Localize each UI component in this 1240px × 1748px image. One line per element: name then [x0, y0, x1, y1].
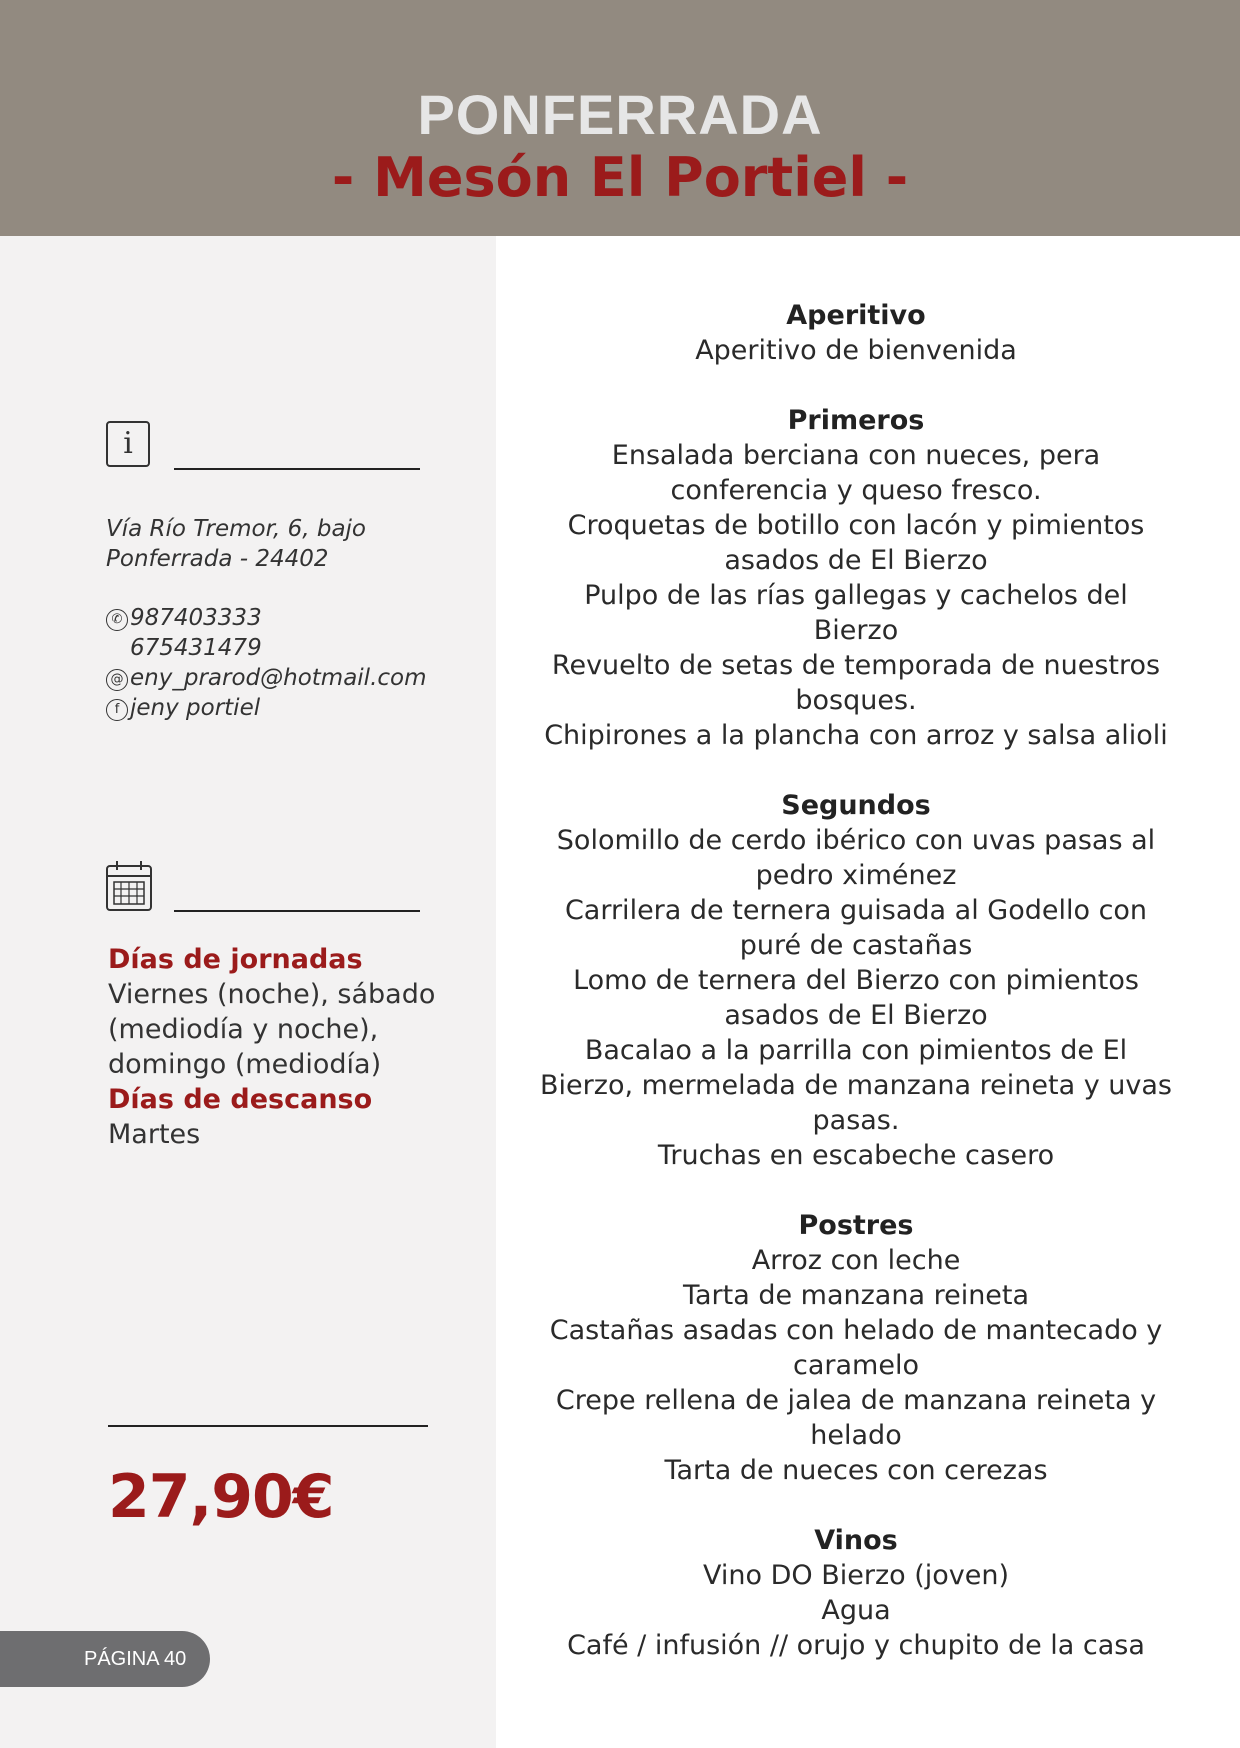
menu-section: [540, 1208, 1172, 1488]
menu-item: Castañas asadas con helado de mantecado y caramelo: [549, 1315, 1163, 1381]
menu-item: Croquetas de botillo con lacón y pimientos asados de El Bierzo: [567, 510, 1145, 576]
rest-value: Martes: [108, 1119, 201, 1150]
facebook-handle: jeny portiel: [130, 695, 261, 721]
menu-section: [540, 403, 1172, 753]
menu-item: Crepe rellena de jalea de manzana reineta y helado: [555, 1385, 1157, 1451]
menu-item: Bacalao a la parrilla con pimientos de El Bierzo, mermelada de manzana reineta y uvas pasas.: [540, 1035, 1172, 1136]
phone-1: 987403333: [130, 605, 262, 631]
price-divider: [108, 1425, 428, 1427]
menu-list: [540, 298, 1172, 1698]
menu-section-title: Segundos: [781, 790, 931, 821]
email: eny_prarod@hotmail.com: [130, 665, 427, 691]
menu-item: Lomo de ternera del Bierzo con pimientos asados de El Bierzo: [573, 965, 1139, 1031]
menu-item: Revuelto de setas de temporada de nuestros bosques.: [551, 650, 1161, 716]
menu-section: [540, 298, 1172, 368]
days-label: Días de jornadas: [108, 944, 363, 975]
phone-2: 675431479: [130, 635, 262, 661]
city-title: PONFERRADA: [417, 83, 823, 146]
menu-section-title: Aperitivo: [786, 300, 926, 331]
menu-price: 27,90€: [108, 1462, 334, 1532]
info-icon: i: [106, 421, 150, 467]
email-line: [106, 663, 427, 693]
menu-section: [540, 788, 1172, 1173]
menu-item: Truchas en escabeche casero: [657, 1140, 1055, 1171]
phone-icon: ✆: [106, 609, 128, 631]
menu-item: Tarta de manzana reineta: [682, 1280, 1030, 1311]
menu-section-title: Primeros: [787, 405, 925, 436]
facebook-icon: f: [106, 699, 128, 721]
rest-label: Días de descanso: [108, 1084, 373, 1115]
address-line-2: Ponferrada - 24402: [106, 546, 329, 572]
menu-item: Carrilera de ternera guisada al Godello con puré de castañas: [564, 895, 1148, 961]
menu-item: Solomillo de cerdo ibérico con uvas pasas al pedro ximénez: [556, 825, 1156, 891]
days-value: Viernes (noche), sábado (mediodía y noche), domingo (mediodía): [108, 979, 436, 1080]
menu-item: Pulpo de las rías gallegas y cachelos del Bierzo: [584, 580, 1128, 646]
page-number: PÁGINA 40: [0, 1631, 210, 1687]
menu-item: Aperitivo de bienvenida: [695, 335, 1017, 366]
menu-item: Agua: [821, 1595, 891, 1626]
facebook-line: [106, 693, 260, 723]
page-header: [0, 0, 1240, 236]
menu-item: Vino DO Bierzo (joven): [702, 1560, 1010, 1591]
address-line-1: Vía Río Tremor, 6, bajo: [106, 516, 367, 542]
calendar-icon: [105, 860, 153, 912]
phone-primary: [106, 603, 262, 633]
schedule-divider: [174, 910, 420, 912]
menu-item: Tarta de nueces con cerezas: [664, 1455, 1048, 1486]
menu-section: [540, 1523, 1172, 1663]
at-icon: @: [106, 669, 128, 691]
info-divider: [174, 468, 420, 470]
menu-item: Arroz con leche: [751, 1245, 961, 1276]
menu-item: Chipirones a la plancha con arroz y salsa alioli: [544, 720, 1168, 751]
phone-secondary: [130, 633, 262, 663]
menu-section-title: Vinos: [814, 1525, 898, 1556]
restaurant-title: - Mesón El Portiel -: [331, 146, 909, 209]
schedule-block: [108, 942, 438, 1152]
menu-section-title: Postres: [798, 1210, 914, 1241]
menu-item: Ensalada berciana con nueces, pera conferencia y queso fresco.: [611, 440, 1101, 506]
menu-item: Café / infusión // orujo y chupito de la casa: [567, 1630, 1145, 1661]
